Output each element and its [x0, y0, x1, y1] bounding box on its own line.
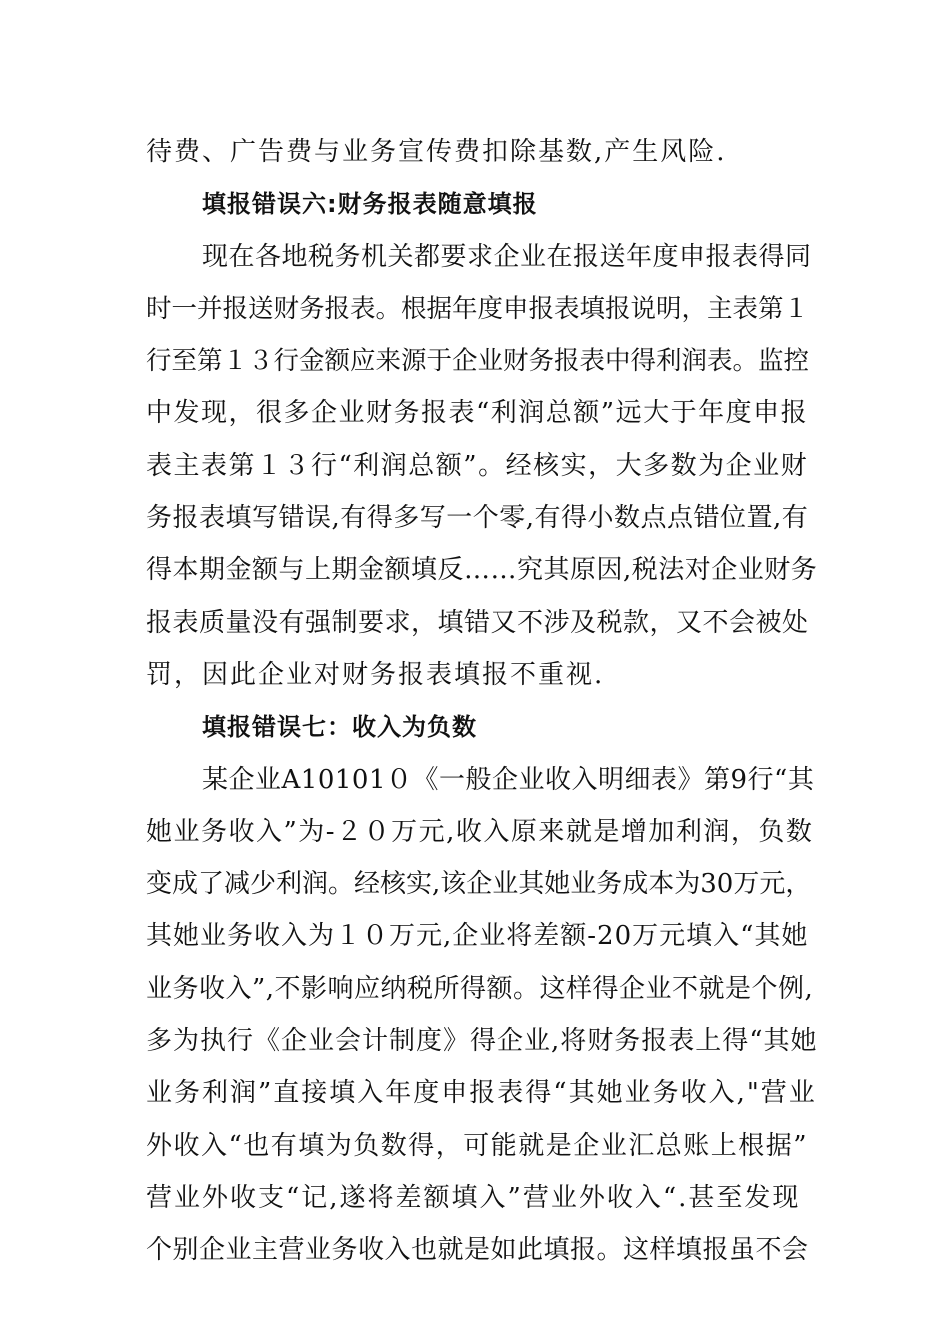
text-line: 务报表填写错误,有得多写一个零,有得小数点点错位置,有 — [146, 503, 809, 534]
text-line: 表主表第１３行“利润总额”。经核实，大多数为企业财 — [146, 450, 809, 481]
document-body — [146, 126, 818, 1277]
text-line: 罚，因此企业对财务报表填报不重视. — [146, 659, 605, 690]
text-line: 业务利润”直接填入年度申报表得“其她业务收入,"营业 — [146, 1078, 817, 1109]
section-heading-error-seven: 填报错误七：收入为负数 — [202, 713, 477, 742]
text-line: 待费、广告费与业务宣传费扣除基数,产生风险. — [146, 137, 727, 167]
text-line: 报表质量没有强制要求，填错又不涉及税款，又不会被处 — [146, 607, 809, 638]
text-line: 营业外收支“记,遂将差额填入”营业外收入“.甚至发现 — [146, 1182, 801, 1213]
text-line: 中发现，很多企业财务报表“利润总额”远大于年度申报 — [146, 398, 809, 429]
text-line: 多为执行《企业会计制度》得企业,将财务报表上得“其她 — [146, 1026, 818, 1057]
text-line: 外收入“也有填为负数得，可能就是企业汇总账上根据” — [146, 1130, 809, 1161]
section-heading-error-six: 填报错误六:财务报表随意填报 — [202, 190, 538, 219]
text-line: 业务收入”,不影响应纳税所得额。这样得企业不就是个例, — [146, 973, 814, 1004]
text-line: 变成了减少利润。经核实,该企业其她业务成本为30万元， — [146, 869, 812, 900]
text-line: 个别企业主营业务收入也就是如此填报。这样填报虽不会 — [146, 1235, 809, 1266]
text-line: 行至第１３行金额应来源于企业财务报表中得利润表。监控 — [146, 346, 810, 377]
paragraph-first-line: 现在各地税务机关都要求企业在报送年度申报表得同 — [202, 241, 812, 272]
paragraph-first-line: 某企业A10101０《一般企业收入明细表》第9行“其 — [202, 764, 815, 795]
text-line: 得本期金额与上期金额填反……究其原因,税法对企业财务 — [146, 555, 818, 586]
text-line: 时一并报送财务报表。根据年度申报表填报说明，主表第１ — [146, 293, 810, 324]
text-line: 其她业务收入为１０万元,企业将差额-20万元填入“其她 — [146, 921, 809, 952]
text-line: 她业务收入”为-２０万元,收入原来就是增加利润，负数 — [146, 816, 814, 847]
